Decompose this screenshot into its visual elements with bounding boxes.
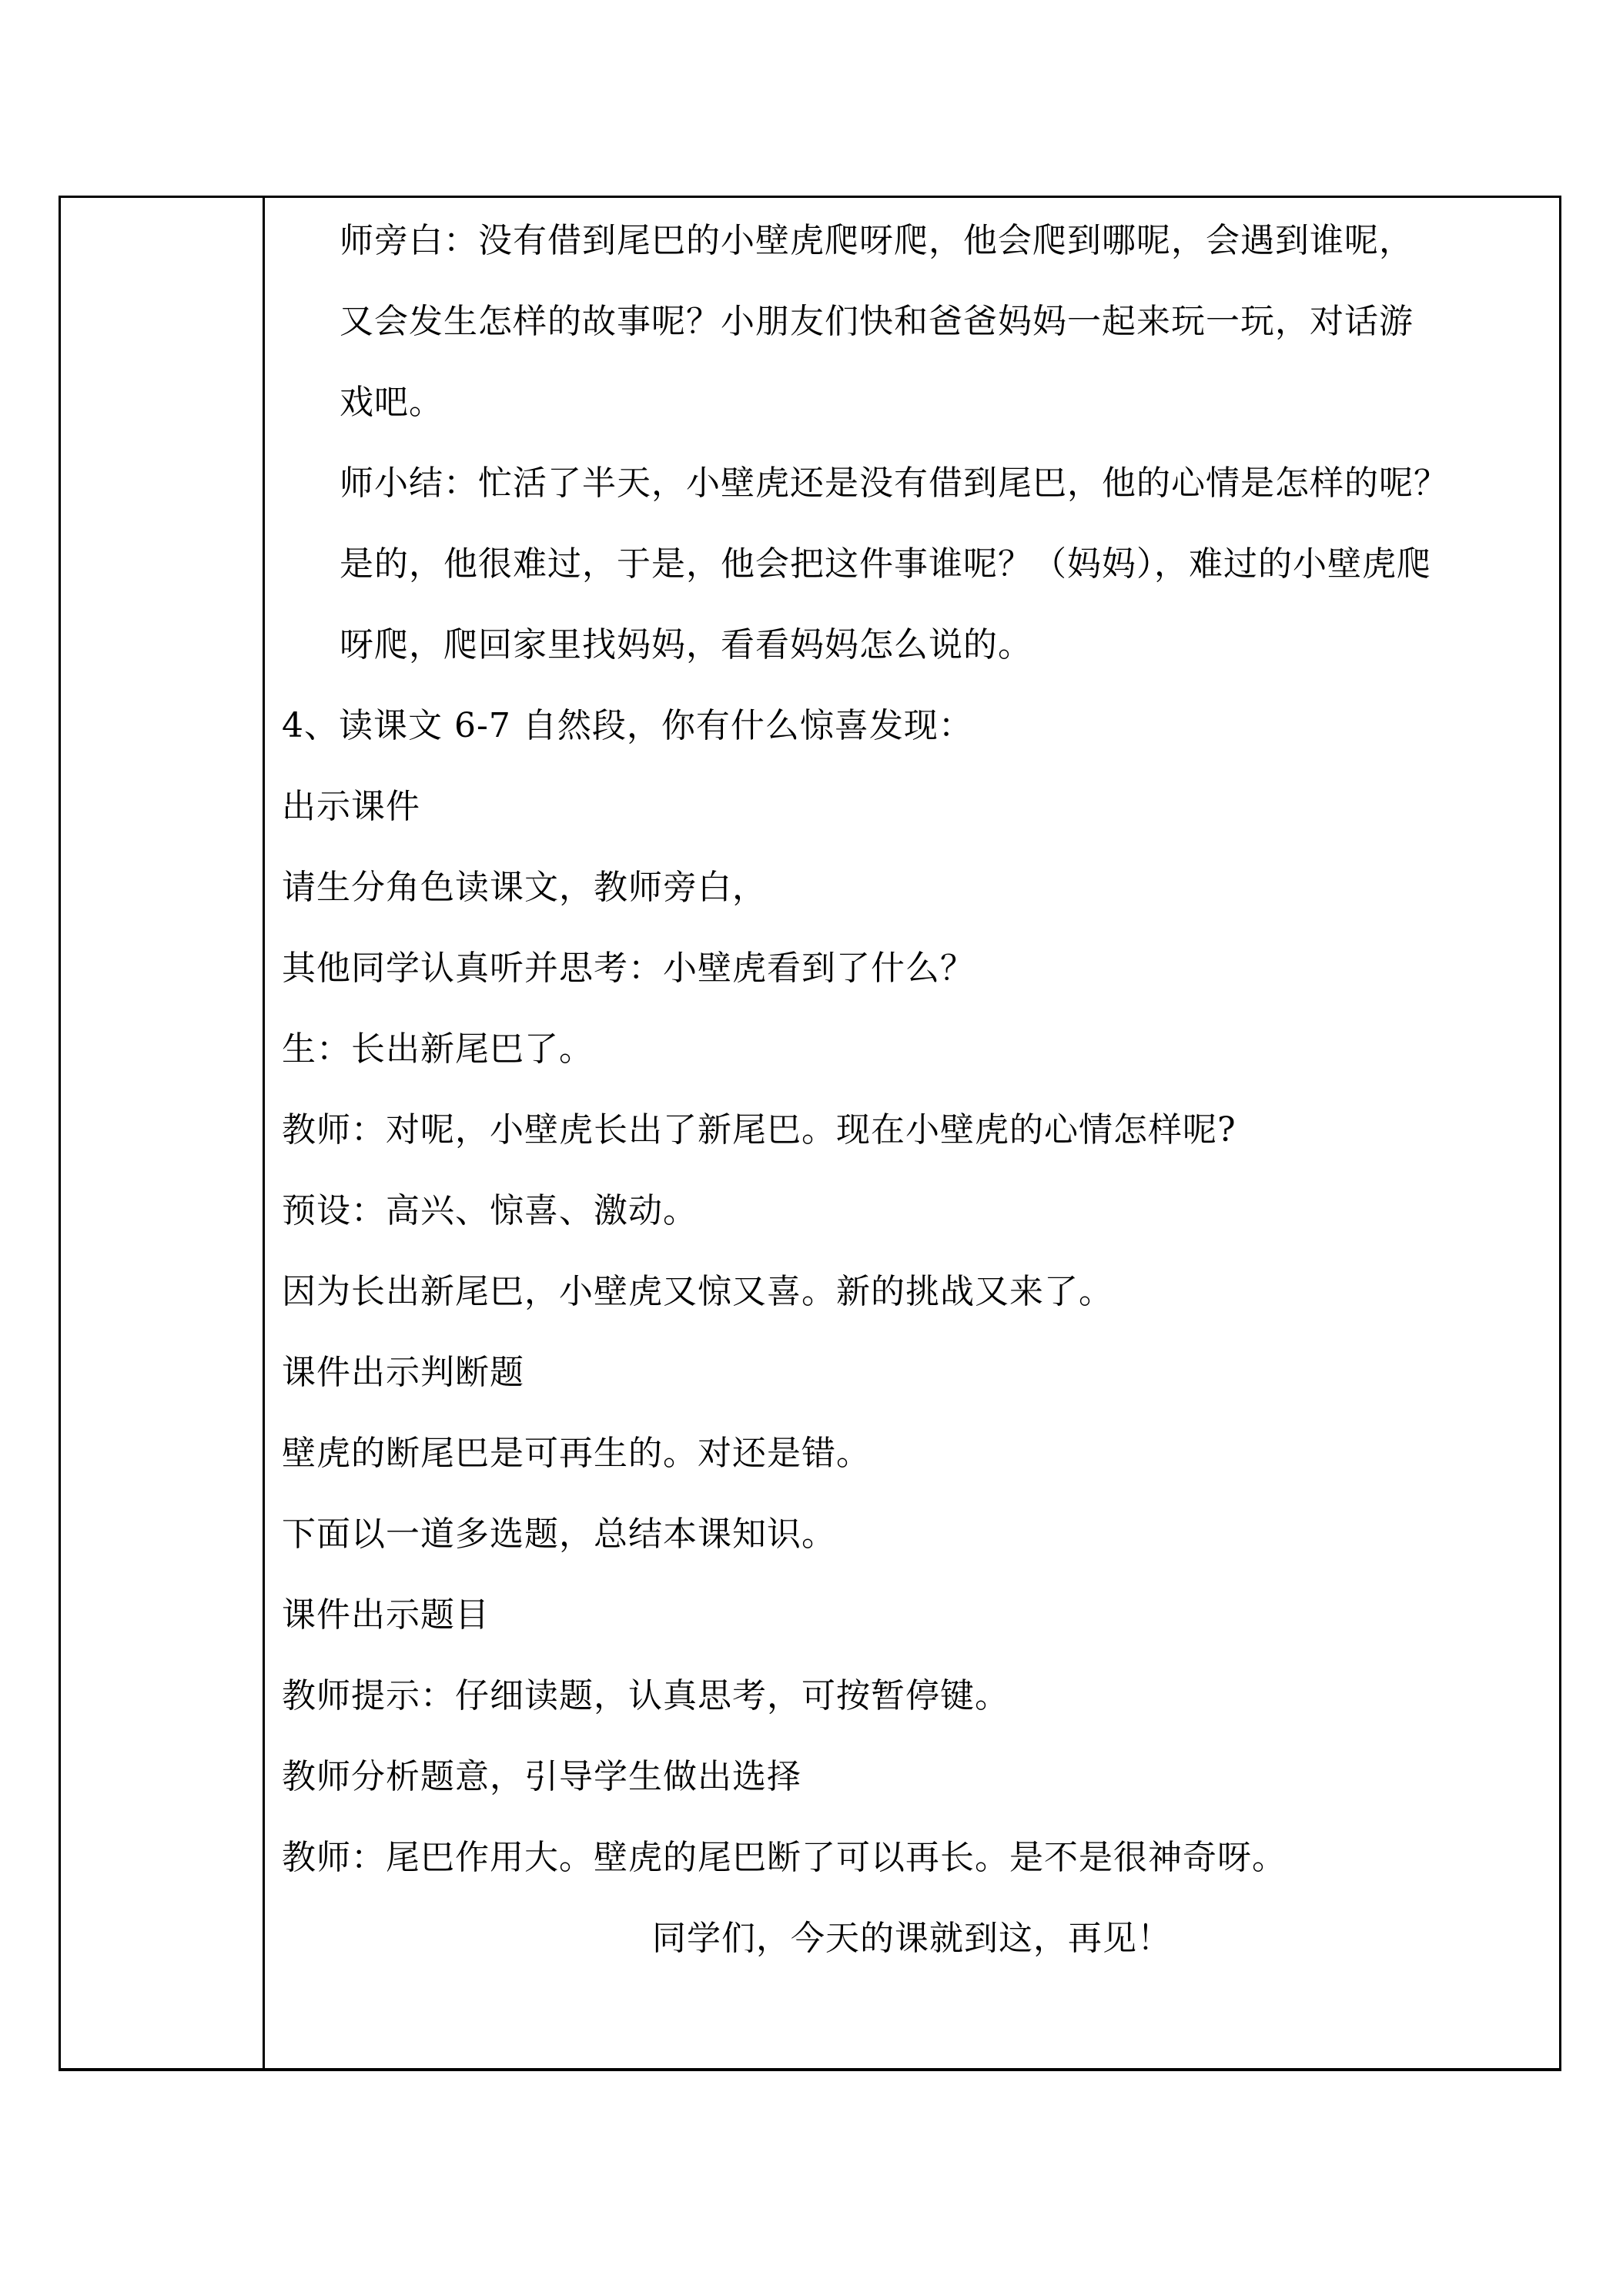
- text-line: 因为长出新尾巴，小壁虎又惊又喜。新的挑战又来了。: [282, 1272, 1113, 1311]
- text-line: 出示课件: [282, 787, 420, 826]
- text-line: 教师分析题意，引导学生做出选择: [282, 1757, 801, 1796]
- paragraph-1-line-3: 戏吧。: [340, 383, 443, 422]
- text-line: 其他同学认真听并思考：小壁虎看到了什么？: [282, 949, 975, 988]
- paragraph-1-line-2: 又会发生怎样的故事呢？小朋友们快和爸爸妈妈一起来玩一玩，对话游: [340, 302, 1414, 341]
- lesson-table: [59, 196, 1561, 2071]
- closing-line: 同学们，今天的课就到这，再见！: [652, 1919, 1172, 1958]
- paragraph-2-line-3: 呀爬，爬回家里找妈妈，看看妈妈怎么说的。: [340, 625, 1032, 664]
- text-line: 下面以一道多选题，总结本课知识。: [282, 1514, 836, 1554]
- right-column-cell: [265, 198, 1559, 2068]
- text-line: 预设：高兴、惊喜、激动。: [282, 1191, 698, 1230]
- text-line: 教师：对呢，小壁虎长出了新尾巴。现在小壁虎的心情怎样呢?: [282, 1110, 1236, 1150]
- text-line: 教师提示：仔细读题，认真思考，可按暂停键。: [282, 1676, 1009, 1715]
- text-line: 4、读课文 6-7 自然段，你有什么惊喜发现：: [282, 706, 973, 745]
- text-line: 课件出示题目: [282, 1595, 490, 1635]
- paragraph-2-line-2: 是的，他很难过，于是，他会把这件事谁呢？（妈妈），难过的小壁虎爬: [340, 544, 1431, 584]
- text-line: 壁虎的断尾巴是可再生的。对还是错。: [282, 1434, 871, 1473]
- paragraph-2-line-1: 师小结：忙活了半天，小壁虎还是没有借到尾巴，他的心情是怎样的呢？: [340, 464, 1448, 503]
- text-line: 课件出示判断题: [282, 1353, 524, 1392]
- paragraph-1-line-1: 师旁白：没有借到尾巴的小壁虎爬呀爬，他会爬到哪呢，会遇到谁呢，: [340, 221, 1414, 260]
- text-line: 教师：尾巴作用大。壁虎的尾巴断了可以再长。是不是很神奇呀。: [282, 1838, 1287, 1877]
- text-line: 请生分角色读课文，教师旁白，: [282, 868, 767, 907]
- left-column-cell: [61, 198, 263, 2068]
- text-line: 生：长出新尾巴了。: [282, 1029, 594, 1069]
